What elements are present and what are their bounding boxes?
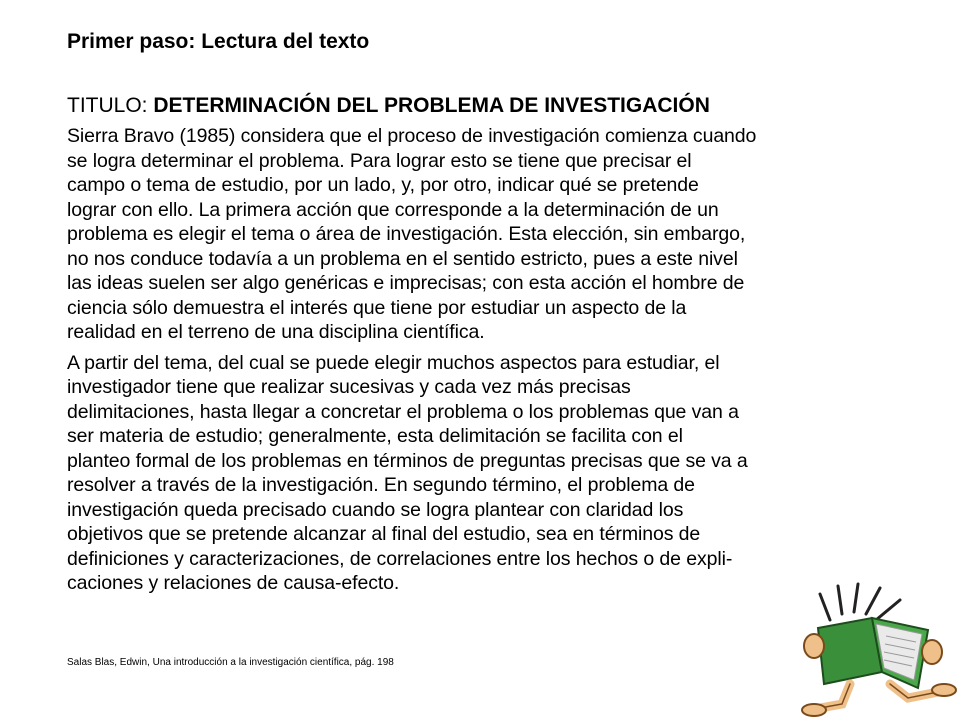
paragraph-2: [67, 351, 927, 596]
paragraph-line: realidad en el terreno de una disciplina científica.: [67, 321, 485, 343]
paragraph-line: las ideas suelen ser algo genéricas e imprecisas; con esta acción el hombre de: [67, 272, 745, 294]
paragraph-line: investigación queda precisado cuando se logra plantear con claridad los: [67, 498, 684, 521]
paragraph-line: definiciones y caracterizaciones, de correlaciones entre los hechos o de expli-: [67, 547, 733, 570]
paragraph-line: caciones y relaciones de causa-efecto.: [67, 572, 400, 594]
document-title: [67, 94, 927, 118]
paragraph-line: investigador tiene que realizar sucesivas y cada vez más precisas: [67, 376, 631, 398]
paragraph-line: resolver a través de la investigación. En segundo término, el problema de: [67, 474, 695, 496]
paragraph-1: [67, 124, 927, 345]
paragraph-line: objetivos que se pretende alcanzar al final del estudio, sea en términos de: [67, 523, 701, 545]
paragraph-line: ser materia de estudio; generalmente, esta delimitación se facilita con el: [67, 425, 683, 447]
paragraph-line: planteo formal de los problemas en términos de preguntas precisas que se va a: [67, 449, 748, 472]
paragraph-line: A partir del tema, del cual se puede elegir muchos aspectos para estudiar, el: [67, 351, 720, 374]
source-citation: Salas Blas, Edwin, Una introducción a la investigación científica, pág. 198: [67, 657, 394, 668]
paragraph-line: campo o tema de estudio, por un lado, y, por otro, indicar qué se pretende: [67, 174, 699, 196]
paragraph-line: ciencia sólo demuestra el interés que tiene por estudiar un aspecto de la: [67, 296, 687, 319]
paragraph-line: se logra determinar el problema. Para lograr esto se tiene que precisar el: [67, 149, 692, 172]
paragraph-line: lograr con ello. La primera acción que corresponde a la determinación de un: [67, 198, 719, 221]
title-prefix: TITULO:: [67, 94, 154, 117]
paragraph-line: delimitaciones, hasta llegar a concretar el problema o los problemas que van a: [67, 400, 739, 423]
paragraph-line: problema es elegir el tema o área de investigación. Esta elección, sin embargo,: [67, 223, 746, 245]
paragraph-line: no nos conduce todavía a un problema en el sentido estricto, pues a este nivel: [67, 247, 738, 270]
reading-book-clipart-icon: [790, 580, 960, 720]
paragraph-line: Sierra Bravo (1985) considera que el proceso de investigación comienza cuando: [67, 125, 757, 147]
slide-heading: Primer paso: Lectura del texto: [67, 30, 370, 53]
title-text: DETERMINACIÓN DEL PROBLEMA DE INVESTIGACIÓN: [153, 94, 710, 117]
text-block: [67, 94, 927, 602]
